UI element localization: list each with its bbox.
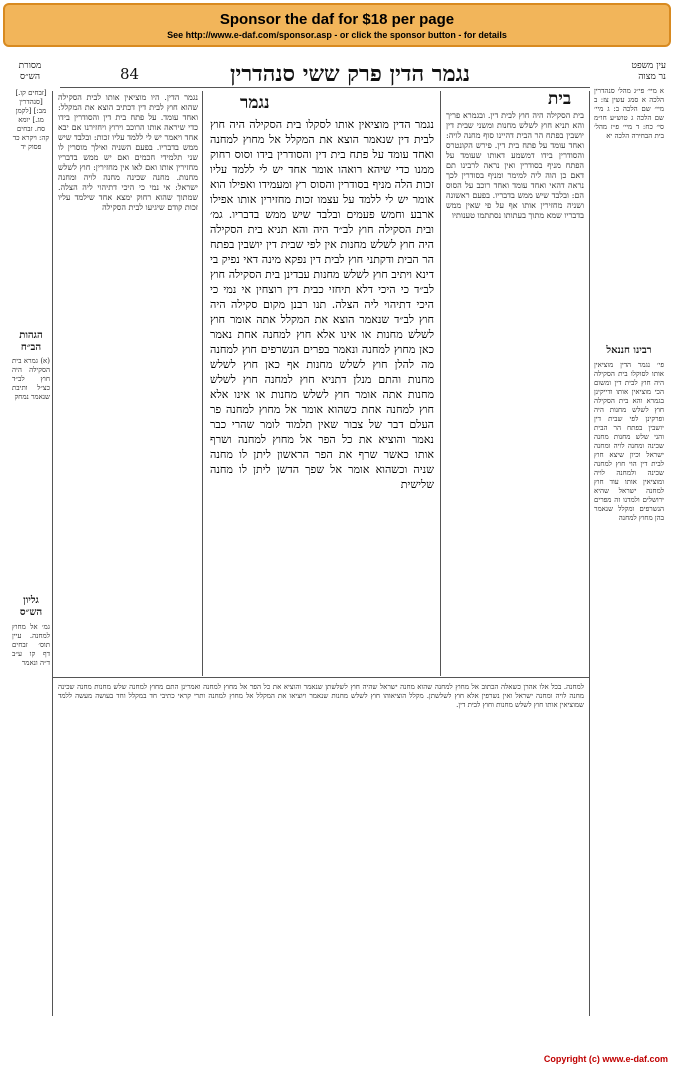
gilyon-label: גליון הש״ס — [19, 595, 43, 618]
bottom-commentary: למחנה. בכל אלו אהרן כשאלה הכתוב אל מחוץ למחנה שהוא מחנה ישראל שהיה חוץ לשלשתן שנאמר והוציא את כל הפר אל מחוץ למחנה ואמרינן התם מחוץ למחנה שלש מחנות מחנה שכינה מחנה לויה ומחנה ישראל ואין נשרפין אלא חוץ לשלשתן. מקלל הוציאוהו חוץ לשלש מחנות שנאמר ויוציאו את המקלל אל מחוץ למחנה ותרי קראי כתיבי חד במקלל וחד בעושה מעשה ללמד שמוציאין אותו חוץ לשלש מחנות וחוץ לבית דין. — [58, 683, 584, 709]
nigmar-heading: נגמר — [240, 93, 270, 113]
left-margin-rule — [52, 91, 53, 1016]
tosafot-commentary: בית הסקילה היה חוץ לבית דין. ובגמרא פריך והא תניא חוץ לשלש מחנות ומשני שבית דין יושבין בפתח הר הבית דהיינו סוף מחנה לויה: ואחד עומד על פתח בית דין. פירש הקונטרס והסודרין בידו דמשמע דאותו שעומד על הפתח מניף בסודרין ואין נראה לרבינו תם דאם כן הוה ליה למימר ומניף בסודרין לכך נראה דהאי ואחד עומד ואחד רוכב על הסוס הם: ובלבד שיש ממש בדבריו. בפעם ראשונה ושניה מחזירין אותו אף על פי שאין ממש בדבריו שמא מתוך בעתותו נסתתמו טענותיו — [446, 111, 584, 220]
column-rule-left — [202, 91, 203, 676]
ein-mishpat-text: א מיי׳ פי״ג מהל׳ סנהדרין הלכה א סמג עשין צז: ב מיי׳ שם הלכה ב: ג מיי׳ שם הלכה ג טוש״ע חו״מ סי׳ כח: ד מיי׳ פ״ז מהל׳ בית הבחירה הלכה יא — [594, 87, 664, 140]
ein-mishpat-corner-label: עין משפט נר מצוה — [631, 61, 666, 82]
hagahot-label: הגהות הב״ח — [19, 330, 43, 353]
gilyon-text: גמ׳ אל מחוץ למחנה. עיין תוס׳ זבחים דף קו ע״ב ד״ה ונאמר — [12, 623, 50, 667]
talmud-page — [10, 55, 666, 1050]
masoret-hashas-text: [זבחים קו.] [סנהדרין מב:] [לקמן מג.] יומא סח. זבחים קה: ויקרא כד פסוק יד — [12, 89, 50, 151]
copyright-notice[interactable]: Copyright (c) www.e-daf.com — [543, 1054, 668, 1064]
column-rule-right — [440, 91, 441, 676]
page-header: נגמר הדין פרק ששי סנהדרין — [229, 61, 471, 87]
footnote-rule — [52, 677, 589, 678]
header-rule — [60, 87, 590, 88]
beit-heading: בית — [548, 89, 572, 109]
page-number: 84 — [120, 65, 140, 83]
sponsor-banner[interactable] — [3, 3, 671, 47]
masoret-corner-label: מסורת הש״ס — [18, 61, 42, 82]
rashi-commentary: נגמר הדין. היו מוציאין אותו לבית הסקילה שהוא חוץ לבית דין דכתיב הוצא את המקלל: ואחד עומד. על פתח בית דין והסודרין בידו כדי שיראה אותו הרוכב וירוץ ויחזירנו אם יבא אחד ויאמר יש לי ללמד עליו זכות: ובלבד שיש ממש בדבריו. בפעם השניה ואילך מוסרין לו שני תלמידי חכמים ואם יש ממש בדבריו מחזירין אותו ואם לאו אין מחזירין: חוץ לשלש מחנות. מחנה שכינה מחנה לויה ומחנה ישראל: אי נמי כי היכי דתיהוי ליה הצלה. שמתוך שהוא רחוק ימצא אחד שילמד עליו זכות קודם שיגיעו לבית הסקילה — [58, 93, 198, 212]
rabbeinu-chananel-label: רבינו חננאל — [606, 345, 652, 356]
hagahot-text: (א) גמרא בית הסקילה היה חוץ לב״ד כצ״ל ותיבת שנאמר נמחק — [12, 357, 50, 401]
sponsor-subtitle[interactable]: See http://www.e-daf.com/sponsor.asp - or click the sponsor button - for details — [167, 30, 507, 40]
gemara-text: נגמר הדין מוציאין אותו לסקלו בית הסקילה היה חוץ לבית דין שנאמר הוצא את המקלל אל מחוץ למחנה ואחד עומד על פתח בית דין והסודרין בידו וסוס רחוק ממנו כדי שיהא רואהו אומר אחד יש לי ללמד עליו זכות הלה מניף בסודרין והסוס רץ ומעמידו ואפילו הוא אומר יש לי ללמד על עצמו זכות מחזירין אותו אפילו ארבע וחמש פעמים ובלבד שיש ממש בדבריו. גמ׳ ובית הסקילה חוץ לב״ד היה והא תניא בית הסקילה היה חוץ לשלש מחנות אין לפי שבית דין יושבין בפתח הר הבית ודקתני חוץ לבית דין נפקא מינה דאי נפיק בי דינא ויתיב חוץ לשלש מחנות עבדינן בית הסקילה חוץ לב״ד כי היכי דלא תיחזי כבית דין רוצחין אי נמי כי היכי דתיהוי ליה הצלה. תנו רבנן מקום סקילה היה חוץ לב״ד שנאמר הוצא את המקלל אתה אומר חוץ לשלש מחנות או אינו אלא חוץ למחנה אחת נאמר כאן מחוץ למחנה ונאמר בפרים הנשרפים חוץ למחנה מה להלן חוץ לשלש מחנות אף כאן חוץ לשלש מחנות והתם מנלן דתניא חוץ למחנה חוץ לשלש מחנות אתה אומר חוץ לשלש מחנות או אינו אלא חוץ למחנה אחת כשהוא אומר אל מחוץ למחנה פר העלם דבר של צבור שאין תלמוד לומר שהרי כבר נאמר והוציא את כל הפר אל מחוץ למחנה ושרף אותו כאשר שרף את הפר הראשון ליתן לו מחנה שניה וכשהוא אומר אל שפך הדשן ליתן לו מחנה שלישית — [210, 118, 434, 491]
right-margin-rule — [589, 91, 590, 1016]
sponsor-title[interactable]: Sponsor the daf for $18 per page — [219, 11, 455, 28]
rabbeinu-chananel-text: פי׳ נגמר הדין מוציאין אותו לסוקלו בית הסקילה היה חוץ לבית דין ומשום הכי מוציאין אותו ודייקינן בגמרא והא בית הסקילה חוץ לשלש מחנות היה ופרקינן לפי שבית דין יושבין בפתח הר הבית והני שלש מחנות מחנה שכינה ומחנה לויה ומחנה ישראל וכיון שיצא חוץ לבית דין הוי חוץ למחנה שכינה ולמחנה לויה ומוציאין אותו עוד חוץ למחנה ישראל שהיא ירושלים ולמדנו זה מפרים הנשרפים ומקלל שנאמר בהן מחוץ למחנה — [594, 361, 664, 522]
